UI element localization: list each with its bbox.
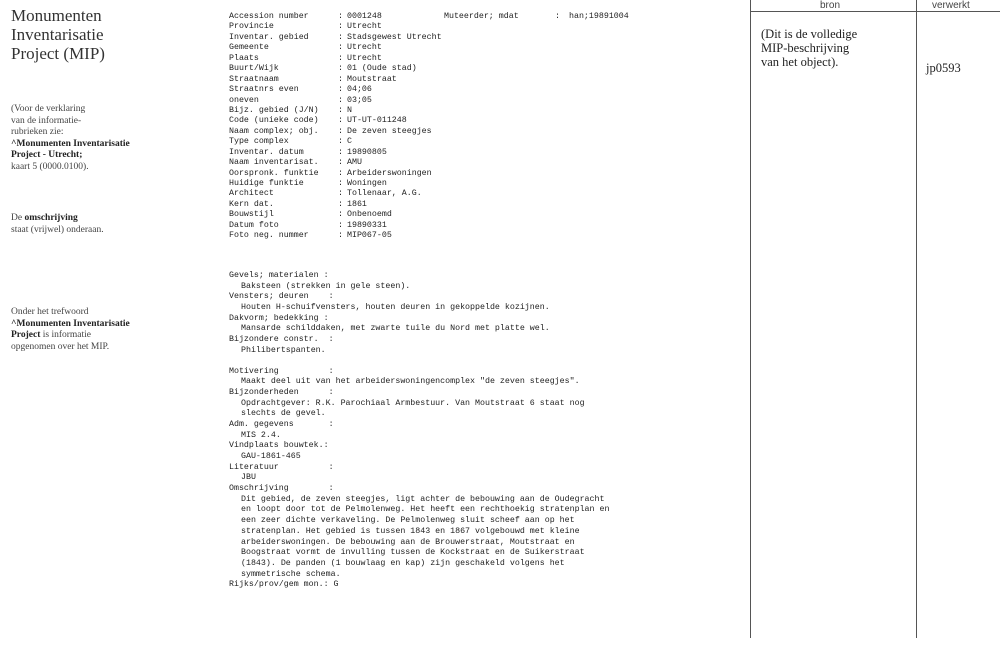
bron-line: MIP-beschrijving [761, 41, 850, 55]
field-value: De zeven steegjes [347, 126, 432, 136]
section-text: JBU [241, 473, 256, 483]
record-field-row [229, 33, 729, 43]
field-value: 1861 [347, 199, 367, 209]
field-colon: : [338, 43, 343, 53]
note-text: is informatie [40, 330, 92, 340]
record-field-row [229, 231, 729, 241]
field-label: Inventar. gebied [229, 32, 309, 42]
section-text: slechts de gevel. [241, 409, 326, 419]
muteerder-field [444, 12, 629, 22]
field-label: Buurt/Wijk [229, 64, 279, 74]
section-text: Boogstraat vormt de invulling tussen de Kockstraat en de Suikerstraat [241, 548, 585, 558]
table-header-divider [750, 11, 1000, 12]
section-label: Adm. gegevens : [229, 419, 334, 429]
page-title [11, 6, 171, 63]
field-colon: : [338, 22, 343, 32]
record-field-row [229, 116, 729, 126]
field-value: Moutstraat [347, 74, 397, 84]
field-label: oneven [229, 95, 259, 105]
section-label: Rijks/prov/gem mon.: G [229, 580, 339, 590]
field-colon: : [338, 105, 343, 115]
record-field-row [229, 148, 729, 158]
record-field-row [229, 43, 729, 53]
record-field-row [229, 22, 729, 32]
record-field-row [229, 106, 729, 116]
field-label: Provincie [229, 22, 274, 32]
field-colon: : [338, 210, 343, 220]
note-text: De [11, 213, 25, 223]
field-colon: : [338, 147, 343, 157]
record-field-row [229, 85, 729, 95]
reference-link[interactable]: ^Monumenten Inventarisatie [11, 138, 130, 149]
note-line: Onder het trefwoord [11, 307, 89, 317]
section-text: Houten H-schuifvensters, houten deuren in gekoppelde kozijnen. [241, 303, 550, 313]
record-field-row [229, 54, 729, 64]
field-colon: : [338, 12, 343, 21]
title-line: Monumenten [11, 6, 102, 25]
field-colon: : [555, 12, 560, 21]
record-sections [229, 271, 749, 591]
field-value: Tollenaar, A.G. [347, 189, 422, 199]
field-label: Type complex [229, 137, 289, 147]
section-label: Motivering : [229, 366, 334, 376]
explanation-note [11, 104, 211, 173]
section-label: Literatuur : [229, 462, 334, 472]
section-text: Dit gebied, de zeven steegjes, ligt achter de bebouwing aan de Oudegracht [241, 494, 605, 504]
reference-link[interactable]: Project - Utrecht; [11, 150, 83, 160]
record-field-row [229, 64, 729, 74]
field-colon: : [338, 85, 343, 95]
section-text: Philibertspanten. [241, 345, 326, 355]
field-value: 01 (Oude stad) [347, 64, 417, 74]
mip-note [11, 307, 211, 353]
field-colon: : [338, 53, 343, 63]
field-value: UT-UT-011248 [347, 116, 407, 126]
record-field-row [229, 210, 729, 220]
field-label: Naam inventarisat. [229, 158, 319, 168]
column-header-bron: bron [820, 0, 841, 11]
field-label: Bijz. gebied (J/N) [229, 105, 319, 115]
record-field-row [229, 96, 729, 106]
note-line: van de informatie- [11, 115, 82, 126]
section-text: MIS 2.4. [241, 430, 281, 440]
field-colon: : [338, 95, 343, 105]
field-value: Stadsgewest Utrecht [347, 32, 442, 42]
section-text: Mansarde schilddaken, met zwarte tuile du Nord met platte wel. [241, 324, 550, 334]
field-value: Woningen [347, 179, 387, 188]
field-colon: : [338, 189, 343, 199]
title-line: Project (MIP) [11, 44, 105, 63]
field-value: Utrecht [347, 53, 382, 63]
field-colon: : [338, 179, 343, 188]
section-text: stratenplan. Het gebied is tussen 1843 en 1867 volgebouwd met kleine [241, 526, 580, 536]
field-colon: : [338, 168, 343, 178]
bron-cell [761, 27, 857, 69]
record-field-row [229, 127, 729, 137]
description-note [11, 213, 211, 236]
bron-line: (Dit is de volledige [761, 27, 858, 41]
record-field-row [229, 221, 729, 231]
column-header-verwerkt: verwerkt [932, 0, 970, 11]
note-line: (Voor de verklaring [11, 104, 86, 114]
section-text: Baksteen (strekken in gele steen). [241, 281, 411, 291]
field-label: Huidige funktie [229, 179, 304, 188]
section-text: en loopt door tot de Pelmolenweg. Het heeft een rechthoekig stratenplan en [241, 505, 610, 515]
field-value: 03;05 [347, 95, 372, 105]
section-text: Maakt deel uit van het arbeiderswoningencomplex "de zeven steegjes". [241, 377, 580, 387]
verwerkt-cell: jp0593 [926, 61, 961, 75]
field-value: 0001248 [347, 12, 382, 21]
record-field-row [229, 158, 729, 168]
section-label: Bijzonderheden : [229, 387, 334, 397]
record-field-row [229, 75, 729, 85]
field-colon: : [338, 158, 343, 168]
field-value: Arbeiderswoningen [347, 168, 432, 178]
record-field-row [229, 189, 729, 199]
table-border [916, 0, 917, 638]
section-label: Gevels; materialen : [229, 271, 329, 280]
title-line: Inventarisatie [11, 25, 104, 44]
section-label: Bijzondere constr. : [229, 335, 334, 345]
note-line: staat (vrijwel) onderaan. [11, 224, 104, 235]
record-field-row [229, 137, 729, 147]
field-colon: : [338, 74, 343, 84]
muteerder-label: Muteerder; mdat [444, 12, 519, 21]
field-value: 04;06 [347, 85, 372, 95]
field-value: C [347, 137, 352, 147]
field-value: 19890331 [347, 220, 387, 230]
record-field-row [229, 200, 729, 210]
field-value: 19890805 [347, 147, 387, 157]
note-line: opgenomen over het MIP. [11, 341, 110, 352]
section-text: een zeer dichte verkaveling. De Pelmolenweg sluit scheef aan op het [241, 516, 575, 526]
field-label: Bouwstijl [229, 210, 274, 220]
field-colon: : [338, 116, 343, 126]
field-label: Naam complex; obj. [229, 126, 319, 136]
field-label: Architect [229, 189, 274, 199]
field-label: Kern dat. [229, 199, 274, 209]
section-label: Dakvorm; bedekking : [229, 313, 329, 323]
section-text: (1843). De panden (1 bouwlaag en kap) zijn geschakeld volgens het [241, 558, 565, 568]
record-fields [229, 12, 729, 242]
field-label: Inventar. datum [229, 147, 304, 157]
muteerder-value: han;19891004 [569, 12, 629, 21]
field-label: Plaats [229, 53, 259, 63]
section-text: arbeiderswoningen. De bebouwing aan de Brouwerstraat, Moutstraat en [241, 537, 575, 547]
field-value: Utrecht [347, 22, 382, 32]
field-colon: : [338, 126, 343, 136]
record-field-row [229, 169, 729, 179]
field-colon: : [338, 32, 343, 42]
bron-line: van het object). [761, 55, 839, 69]
field-colon: : [338, 199, 343, 209]
field-label: Accession number [229, 12, 309, 21]
field-value: Utrecht [347, 43, 382, 53]
section-text: Opdrachtgever: R.K. Parochiaal Armbestuur. Van Moutstraat 6 staat nog [241, 398, 585, 408]
field-label: Code (unieke code) [229, 116, 319, 126]
field-value: Onbenoemd [347, 210, 392, 220]
field-colon: : [338, 231, 343, 241]
section-label: Vensters; deuren : [229, 292, 334, 302]
field-value: N [347, 105, 352, 115]
field-colon: : [338, 137, 343, 147]
field-colon: : [338, 220, 343, 230]
table-border [750, 0, 751, 638]
section-label: Omschrijving : [229, 484, 334, 494]
reference-link[interactable]: Project [11, 330, 41, 340]
field-label: Datum foto [229, 220, 279, 230]
note-line: rubrieken zie: [11, 127, 64, 137]
field-label: Oorspronk. funktie [229, 168, 319, 178]
field-label: Straatnaam [229, 74, 279, 84]
note-bold: omschrijving [24, 213, 78, 223]
section-text: GAU-1861-465 [241, 452, 301, 461]
reference-link[interactable]: ^Monumenten Inventarisatie [11, 318, 130, 329]
field-value: MIP067-05 [347, 231, 392, 241]
field-colon: : [338, 64, 343, 74]
field-label: Foto neg. nummer [229, 231, 309, 241]
note-line: kaart 5 (0000.0100). [11, 161, 89, 172]
field-label: Straatnrs even [229, 85, 299, 95]
field-label: Gemeente [229, 43, 269, 53]
record-field-row [229, 179, 729, 189]
section-text: symmetrische schema. [241, 569, 341, 579]
section-label: Vindplaats bouwtek.: [229, 441, 329, 451]
field-value: AMU [347, 158, 362, 168]
record-field-row [229, 12, 729, 22]
